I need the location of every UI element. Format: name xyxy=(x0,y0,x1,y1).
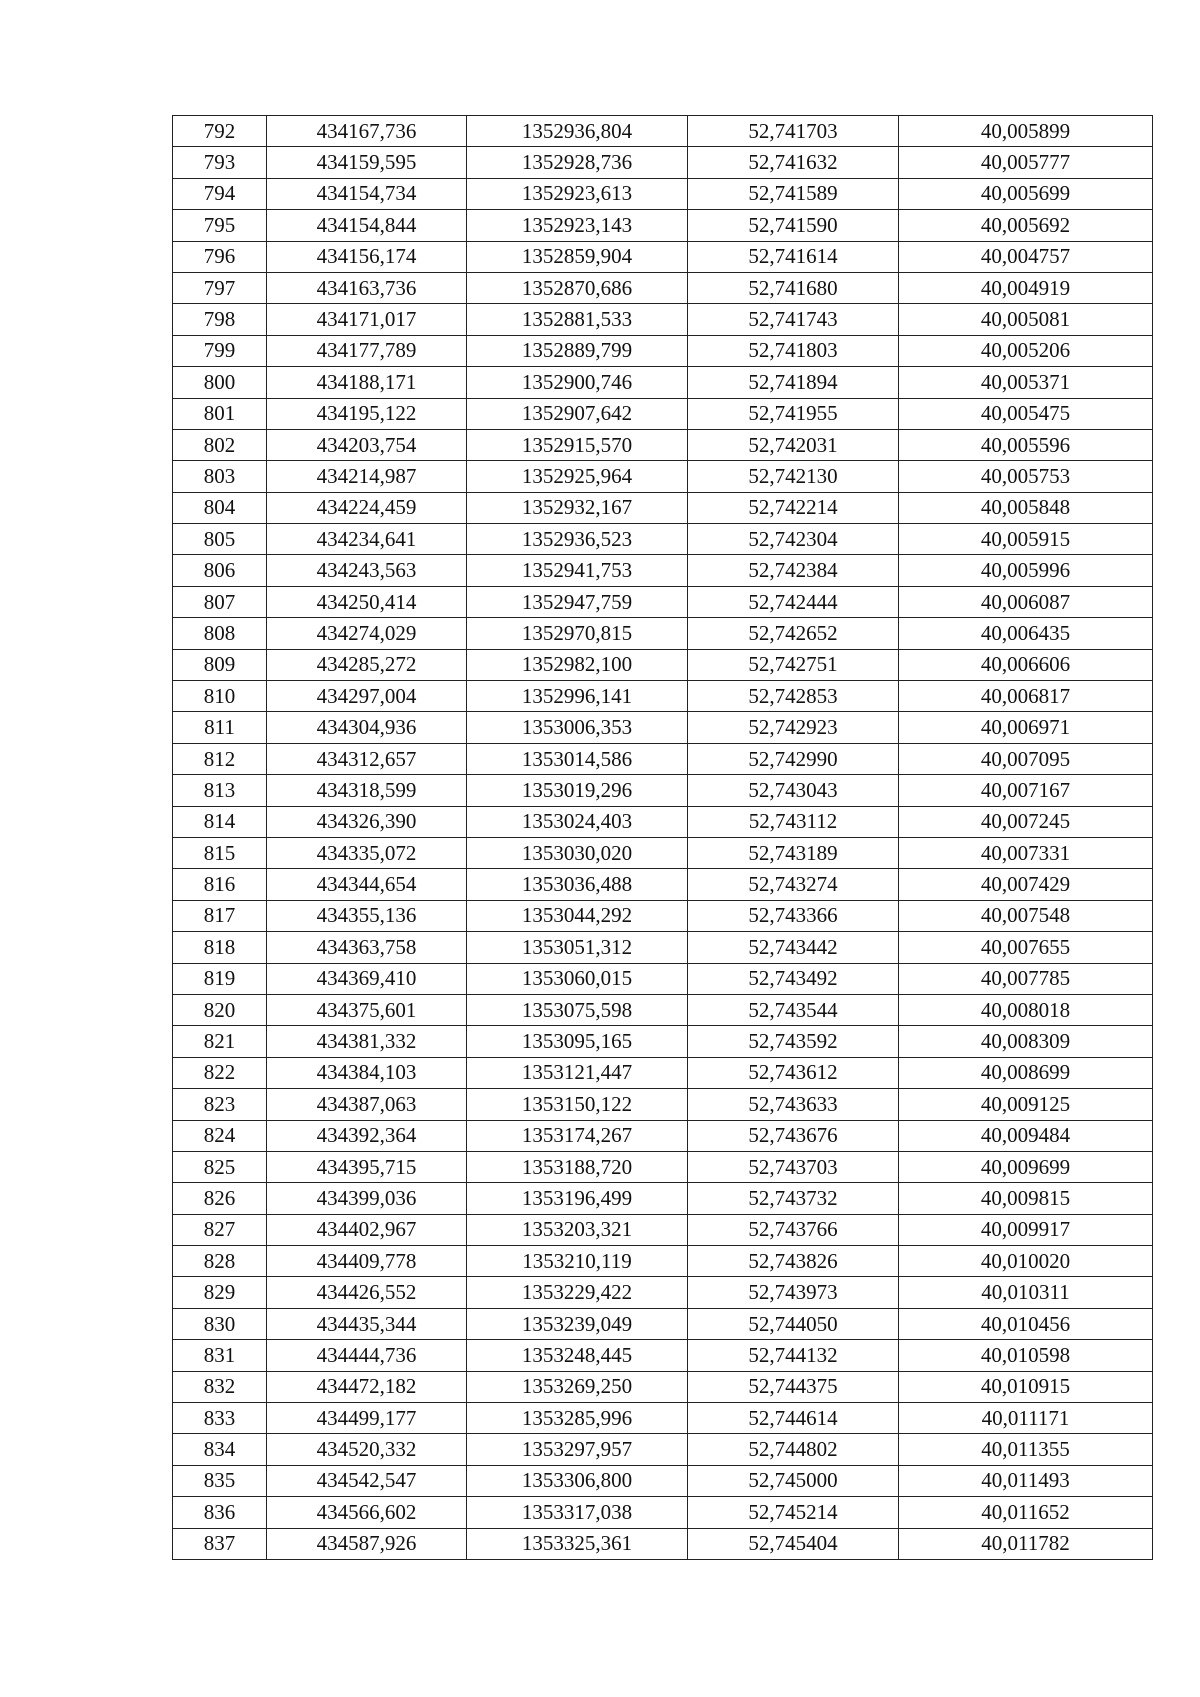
latitude-cell: 52,744802 xyxy=(688,1434,899,1465)
latitude-cell: 52,745214 xyxy=(688,1497,899,1528)
latitude-cell: 52,741803 xyxy=(688,335,899,366)
table-row xyxy=(173,900,1153,931)
longitude-cell: 40,007785 xyxy=(899,963,1153,994)
latitude-cell: 52,741590 xyxy=(688,210,899,241)
longitude-cell: 40,005848 xyxy=(899,492,1153,523)
table-row xyxy=(173,1403,1153,1434)
y-coordinate-cell: 1353051,312 xyxy=(467,932,688,963)
table-row xyxy=(173,869,1153,900)
latitude-cell: 52,745000 xyxy=(688,1465,899,1496)
x-coordinate-cell: 434250,414 xyxy=(267,586,467,617)
latitude-cell: 52,742304 xyxy=(688,524,899,555)
latitude-cell: 52,742031 xyxy=(688,429,899,460)
latitude-cell: 52,743442 xyxy=(688,932,899,963)
point-number-cell: 815 xyxy=(173,837,267,868)
latitude-cell: 52,744614 xyxy=(688,1403,899,1434)
point-number-cell: 810 xyxy=(173,681,267,712)
point-number-cell: 803 xyxy=(173,461,267,492)
x-coordinate-cell: 434435,344 xyxy=(267,1308,467,1339)
longitude-cell: 40,009484 xyxy=(899,1120,1153,1151)
point-number-cell: 829 xyxy=(173,1277,267,1308)
x-coordinate-cell: 434297,004 xyxy=(267,681,467,712)
point-number-cell: 798 xyxy=(173,304,267,335)
table-row xyxy=(173,524,1153,555)
longitude-cell: 40,011652 xyxy=(899,1497,1153,1528)
point-number-cell: 812 xyxy=(173,743,267,774)
x-coordinate-cell: 434274,029 xyxy=(267,618,467,649)
x-coordinate-cell: 434566,602 xyxy=(267,1497,467,1528)
x-coordinate-cell: 434363,758 xyxy=(267,932,467,963)
point-number-cell: 814 xyxy=(173,806,267,837)
point-number-cell: 797 xyxy=(173,272,267,303)
y-coordinate-cell: 1353203,321 xyxy=(467,1214,688,1245)
x-coordinate-cell: 434326,390 xyxy=(267,806,467,837)
x-coordinate-cell: 434375,601 xyxy=(267,994,467,1025)
table-row xyxy=(173,492,1153,523)
longitude-cell: 40,010311 xyxy=(899,1277,1153,1308)
longitude-cell: 40,005081 xyxy=(899,304,1153,335)
x-coordinate-cell: 434381,332 xyxy=(267,1026,467,1057)
point-number-cell: 795 xyxy=(173,210,267,241)
y-coordinate-cell: 1353150,122 xyxy=(467,1089,688,1120)
y-coordinate-cell: 1353317,038 xyxy=(467,1497,688,1528)
longitude-cell: 40,005596 xyxy=(899,429,1153,460)
latitude-cell: 52,745404 xyxy=(688,1528,899,1559)
x-coordinate-cell: 434399,036 xyxy=(267,1183,467,1214)
longitude-cell: 40,005753 xyxy=(899,461,1153,492)
table-row xyxy=(173,775,1153,806)
y-coordinate-cell: 1352881,533 xyxy=(467,304,688,335)
y-coordinate-cell: 1352928,736 xyxy=(467,147,688,178)
y-coordinate-cell: 1353285,996 xyxy=(467,1403,688,1434)
point-number-cell: 801 xyxy=(173,398,267,429)
latitude-cell: 52,742652 xyxy=(688,618,899,649)
y-coordinate-cell: 1352889,799 xyxy=(467,335,688,366)
latitude-cell: 52,743766 xyxy=(688,1214,899,1245)
latitude-cell: 52,743189 xyxy=(688,837,899,868)
y-coordinate-cell: 1353229,422 xyxy=(467,1277,688,1308)
x-coordinate-cell: 434499,177 xyxy=(267,1403,467,1434)
table-row xyxy=(173,1183,1153,1214)
point-number-cell: 826 xyxy=(173,1183,267,1214)
y-coordinate-cell: 1353024,403 xyxy=(467,806,688,837)
table-row xyxy=(173,681,1153,712)
x-coordinate-cell: 434318,599 xyxy=(267,775,467,806)
y-coordinate-cell: 1353325,361 xyxy=(467,1528,688,1559)
x-coordinate-cell: 434234,641 xyxy=(267,524,467,555)
table-row xyxy=(173,147,1153,178)
y-coordinate-cell: 1353210,119 xyxy=(467,1246,688,1277)
point-number-cell: 809 xyxy=(173,649,267,680)
longitude-cell: 40,009125 xyxy=(899,1089,1153,1120)
point-number-cell: 811 xyxy=(173,712,267,743)
table-row xyxy=(173,1371,1153,1402)
y-coordinate-cell: 1352859,904 xyxy=(467,241,688,272)
longitude-cell: 40,010598 xyxy=(899,1340,1153,1371)
x-coordinate-cell: 434344,654 xyxy=(267,869,467,900)
table-row xyxy=(173,837,1153,868)
table-row xyxy=(173,1214,1153,1245)
y-coordinate-cell: 1353036,488 xyxy=(467,869,688,900)
point-number-cell: 821 xyxy=(173,1026,267,1057)
y-coordinate-cell: 1353060,015 xyxy=(467,963,688,994)
longitude-cell: 40,006435 xyxy=(899,618,1153,649)
x-coordinate-cell: 434542,547 xyxy=(267,1465,467,1496)
x-coordinate-cell: 434355,136 xyxy=(267,900,467,931)
latitude-cell: 52,742214 xyxy=(688,492,899,523)
longitude-cell: 40,007331 xyxy=(899,837,1153,868)
table-row xyxy=(173,1497,1153,1528)
longitude-cell: 40,007548 xyxy=(899,900,1153,931)
x-coordinate-cell: 434409,778 xyxy=(267,1246,467,1277)
x-coordinate-cell: 434214,987 xyxy=(267,461,467,492)
table-row xyxy=(173,586,1153,617)
longitude-cell: 40,008309 xyxy=(899,1026,1153,1057)
table-row xyxy=(173,963,1153,994)
table-row xyxy=(173,932,1153,963)
longitude-cell: 40,011355 xyxy=(899,1434,1153,1465)
longitude-cell: 40,005777 xyxy=(899,147,1153,178)
latitude-cell: 52,744375 xyxy=(688,1371,899,1402)
point-number-cell: 833 xyxy=(173,1403,267,1434)
point-number-cell: 816 xyxy=(173,869,267,900)
x-coordinate-cell: 434167,736 xyxy=(267,116,467,147)
point-number-cell: 804 xyxy=(173,492,267,523)
latitude-cell: 52,741632 xyxy=(688,147,899,178)
table-row xyxy=(173,272,1153,303)
latitude-cell: 52,743544 xyxy=(688,994,899,1025)
x-coordinate-cell: 434177,789 xyxy=(267,335,467,366)
table-row xyxy=(173,304,1153,335)
longitude-cell: 40,009917 xyxy=(899,1214,1153,1245)
latitude-cell: 52,741743 xyxy=(688,304,899,335)
y-coordinate-cell: 1353014,586 xyxy=(467,743,688,774)
point-number-cell: 805 xyxy=(173,524,267,555)
latitude-cell: 52,742130 xyxy=(688,461,899,492)
point-number-cell: 802 xyxy=(173,429,267,460)
longitude-cell: 40,005371 xyxy=(899,367,1153,398)
y-coordinate-cell: 1353075,598 xyxy=(467,994,688,1025)
longitude-cell: 40,006606 xyxy=(899,649,1153,680)
x-coordinate-cell: 434402,967 xyxy=(267,1214,467,1245)
table-row xyxy=(173,994,1153,1025)
y-coordinate-cell: 1352936,804 xyxy=(467,116,688,147)
table-row xyxy=(173,743,1153,774)
point-number-cell: 817 xyxy=(173,900,267,931)
longitude-cell: 40,009815 xyxy=(899,1183,1153,1214)
y-coordinate-cell: 1353239,049 xyxy=(467,1308,688,1339)
point-number-cell: 806 xyxy=(173,555,267,586)
y-coordinate-cell: 1353297,957 xyxy=(467,1434,688,1465)
y-coordinate-cell: 1352870,686 xyxy=(467,272,688,303)
y-coordinate-cell: 1353121,447 xyxy=(467,1057,688,1088)
longitude-cell: 40,006971 xyxy=(899,712,1153,743)
point-number-cell: 796 xyxy=(173,241,267,272)
x-coordinate-cell: 434444,736 xyxy=(267,1340,467,1371)
x-coordinate-cell: 434304,936 xyxy=(267,712,467,743)
longitude-cell: 40,010456 xyxy=(899,1308,1153,1339)
x-coordinate-cell: 434163,736 xyxy=(267,272,467,303)
point-number-cell: 799 xyxy=(173,335,267,366)
longitude-cell: 40,008699 xyxy=(899,1057,1153,1088)
longitude-cell: 40,011493 xyxy=(899,1465,1153,1496)
longitude-cell: 40,006087 xyxy=(899,586,1153,617)
y-coordinate-cell: 1353188,720 xyxy=(467,1151,688,1182)
point-number-cell: 818 xyxy=(173,932,267,963)
coordinates-table xyxy=(172,115,1153,1560)
table-row xyxy=(173,398,1153,429)
point-number-cell: 794 xyxy=(173,178,267,209)
point-number-cell: 823 xyxy=(173,1089,267,1120)
table-row xyxy=(173,806,1153,837)
point-number-cell: 836 xyxy=(173,1497,267,1528)
table-row xyxy=(173,116,1153,147)
latitude-cell: 52,743366 xyxy=(688,900,899,931)
x-coordinate-cell: 434426,552 xyxy=(267,1277,467,1308)
y-coordinate-cell: 1353006,353 xyxy=(467,712,688,743)
y-coordinate-cell: 1352923,613 xyxy=(467,178,688,209)
table-row xyxy=(173,1089,1153,1120)
x-coordinate-cell: 434369,410 xyxy=(267,963,467,994)
latitude-cell: 52,743676 xyxy=(688,1120,899,1151)
longitude-cell: 40,005206 xyxy=(899,335,1153,366)
table-row xyxy=(173,241,1153,272)
y-coordinate-cell: 1353095,165 xyxy=(467,1026,688,1057)
latitude-cell: 52,744132 xyxy=(688,1340,899,1371)
x-coordinate-cell: 434154,844 xyxy=(267,210,467,241)
longitude-cell: 40,005899 xyxy=(899,116,1153,147)
latitude-cell: 52,743826 xyxy=(688,1246,899,1277)
table-row xyxy=(173,1528,1153,1559)
point-number-cell: 835 xyxy=(173,1465,267,1496)
latitude-cell: 52,741955 xyxy=(688,398,899,429)
table-row xyxy=(173,1151,1153,1182)
x-coordinate-cell: 434384,103 xyxy=(267,1057,467,1088)
y-coordinate-cell: 1352932,167 xyxy=(467,492,688,523)
table-row xyxy=(173,178,1153,209)
longitude-cell: 40,005475 xyxy=(899,398,1153,429)
table-row xyxy=(173,1308,1153,1339)
x-coordinate-cell: 434472,182 xyxy=(267,1371,467,1402)
point-number-cell: 834 xyxy=(173,1434,267,1465)
point-number-cell: 830 xyxy=(173,1308,267,1339)
longitude-cell: 40,007167 xyxy=(899,775,1153,806)
point-number-cell: 828 xyxy=(173,1246,267,1277)
latitude-cell: 52,743703 xyxy=(688,1151,899,1182)
latitude-cell: 52,742990 xyxy=(688,743,899,774)
table-row xyxy=(173,555,1153,586)
x-coordinate-cell: 434243,563 xyxy=(267,555,467,586)
table-row xyxy=(173,429,1153,460)
latitude-cell: 52,743043 xyxy=(688,775,899,806)
longitude-cell: 40,005996 xyxy=(899,555,1153,586)
latitude-cell: 52,743592 xyxy=(688,1026,899,1057)
table-row xyxy=(173,1246,1153,1277)
point-number-cell: 819 xyxy=(173,963,267,994)
y-coordinate-cell: 1352907,642 xyxy=(467,398,688,429)
point-number-cell: 793 xyxy=(173,147,267,178)
longitude-cell: 40,007655 xyxy=(899,932,1153,963)
x-coordinate-cell: 434335,072 xyxy=(267,837,467,868)
x-coordinate-cell: 434520,332 xyxy=(267,1434,467,1465)
x-coordinate-cell: 434188,171 xyxy=(267,367,467,398)
latitude-cell: 52,742751 xyxy=(688,649,899,680)
point-number-cell: 831 xyxy=(173,1340,267,1371)
y-coordinate-cell: 1352925,964 xyxy=(467,461,688,492)
x-coordinate-cell: 434387,063 xyxy=(267,1089,467,1120)
x-coordinate-cell: 434285,272 xyxy=(267,649,467,680)
table-row xyxy=(173,335,1153,366)
point-number-cell: 822 xyxy=(173,1057,267,1088)
latitude-cell: 52,742853 xyxy=(688,681,899,712)
point-number-cell: 832 xyxy=(173,1371,267,1402)
y-coordinate-cell: 1353196,499 xyxy=(467,1183,688,1214)
longitude-cell: 40,009699 xyxy=(899,1151,1153,1182)
latitude-cell: 52,741680 xyxy=(688,272,899,303)
latitude-cell: 52,743732 xyxy=(688,1183,899,1214)
longitude-cell: 40,011171 xyxy=(899,1403,1153,1434)
x-coordinate-cell: 434203,754 xyxy=(267,429,467,460)
y-coordinate-cell: 1353269,250 xyxy=(467,1371,688,1402)
point-number-cell: 808 xyxy=(173,618,267,649)
x-coordinate-cell: 434587,926 xyxy=(267,1528,467,1559)
longitude-cell: 40,008018 xyxy=(899,994,1153,1025)
longitude-cell: 40,006817 xyxy=(899,681,1153,712)
latitude-cell: 52,743492 xyxy=(688,963,899,994)
table-row xyxy=(173,649,1153,680)
longitude-cell: 40,005692 xyxy=(899,210,1153,241)
x-coordinate-cell: 434392,364 xyxy=(267,1120,467,1151)
y-coordinate-cell: 1352900,746 xyxy=(467,367,688,398)
x-coordinate-cell: 434195,122 xyxy=(267,398,467,429)
y-coordinate-cell: 1352996,141 xyxy=(467,681,688,712)
point-number-cell: 807 xyxy=(173,586,267,617)
y-coordinate-cell: 1353044,292 xyxy=(467,900,688,931)
latitude-cell: 52,744050 xyxy=(688,1308,899,1339)
longitude-cell: 40,007245 xyxy=(899,806,1153,837)
longitude-cell: 40,005915 xyxy=(899,524,1153,555)
point-number-cell: 792 xyxy=(173,116,267,147)
y-coordinate-cell: 1352936,523 xyxy=(467,524,688,555)
point-number-cell: 800 xyxy=(173,367,267,398)
y-coordinate-cell: 1352970,815 xyxy=(467,618,688,649)
latitude-cell: 52,743612 xyxy=(688,1057,899,1088)
table-row xyxy=(173,712,1153,743)
table-row xyxy=(173,461,1153,492)
latitude-cell: 52,743274 xyxy=(688,869,899,900)
table-row xyxy=(173,1057,1153,1088)
latitude-cell: 52,741894 xyxy=(688,367,899,398)
table-row xyxy=(173,1120,1153,1151)
x-coordinate-cell: 434159,595 xyxy=(267,147,467,178)
latitude-cell: 52,742923 xyxy=(688,712,899,743)
y-coordinate-cell: 1353306,800 xyxy=(467,1465,688,1496)
latitude-cell: 52,741614 xyxy=(688,241,899,272)
longitude-cell: 40,004919 xyxy=(899,272,1153,303)
y-coordinate-cell: 1353019,296 xyxy=(467,775,688,806)
latitude-cell: 52,742444 xyxy=(688,586,899,617)
y-coordinate-cell: 1353030,020 xyxy=(467,837,688,868)
table-row xyxy=(173,1434,1153,1465)
x-coordinate-cell: 434312,657 xyxy=(267,743,467,774)
x-coordinate-cell: 434171,017 xyxy=(267,304,467,335)
y-coordinate-cell: 1353174,267 xyxy=(467,1120,688,1151)
x-coordinate-cell: 434156,174 xyxy=(267,241,467,272)
y-coordinate-cell: 1352923,143 xyxy=(467,210,688,241)
latitude-cell: 52,741703 xyxy=(688,116,899,147)
table-row xyxy=(173,367,1153,398)
longitude-cell: 40,010915 xyxy=(899,1371,1153,1402)
latitude-cell: 52,743112 xyxy=(688,806,899,837)
longitude-cell: 40,007095 xyxy=(899,743,1153,774)
table-row xyxy=(173,1277,1153,1308)
y-coordinate-cell: 1352982,100 xyxy=(467,649,688,680)
y-coordinate-cell: 1352915,570 xyxy=(467,429,688,460)
y-coordinate-cell: 1352941,753 xyxy=(467,555,688,586)
latitude-cell: 52,742384 xyxy=(688,555,899,586)
table-row xyxy=(173,1340,1153,1371)
longitude-cell: 40,011782 xyxy=(899,1528,1153,1559)
point-number-cell: 825 xyxy=(173,1151,267,1182)
x-coordinate-cell: 434224,459 xyxy=(267,492,467,523)
x-coordinate-cell: 434154,734 xyxy=(267,178,467,209)
table-row xyxy=(173,618,1153,649)
longitude-cell: 40,010020 xyxy=(899,1246,1153,1277)
table-row xyxy=(173,1026,1153,1057)
table-row xyxy=(173,210,1153,241)
longitude-cell: 40,005699 xyxy=(899,178,1153,209)
longitude-cell: 40,004757 xyxy=(899,241,1153,272)
y-coordinate-cell: 1353248,445 xyxy=(467,1340,688,1371)
table-row xyxy=(173,1465,1153,1496)
point-number-cell: 824 xyxy=(173,1120,267,1151)
point-number-cell: 837 xyxy=(173,1528,267,1559)
latitude-cell: 52,741589 xyxy=(688,178,899,209)
coordinates-table-body xyxy=(173,116,1153,1560)
point-number-cell: 827 xyxy=(173,1214,267,1245)
x-coordinate-cell: 434395,715 xyxy=(267,1151,467,1182)
point-number-cell: 820 xyxy=(173,994,267,1025)
y-coordinate-cell: 1352947,759 xyxy=(467,586,688,617)
latitude-cell: 52,743633 xyxy=(688,1089,899,1120)
longitude-cell: 40,007429 xyxy=(899,869,1153,900)
point-number-cell: 813 xyxy=(173,775,267,806)
latitude-cell: 52,743973 xyxy=(688,1277,899,1308)
